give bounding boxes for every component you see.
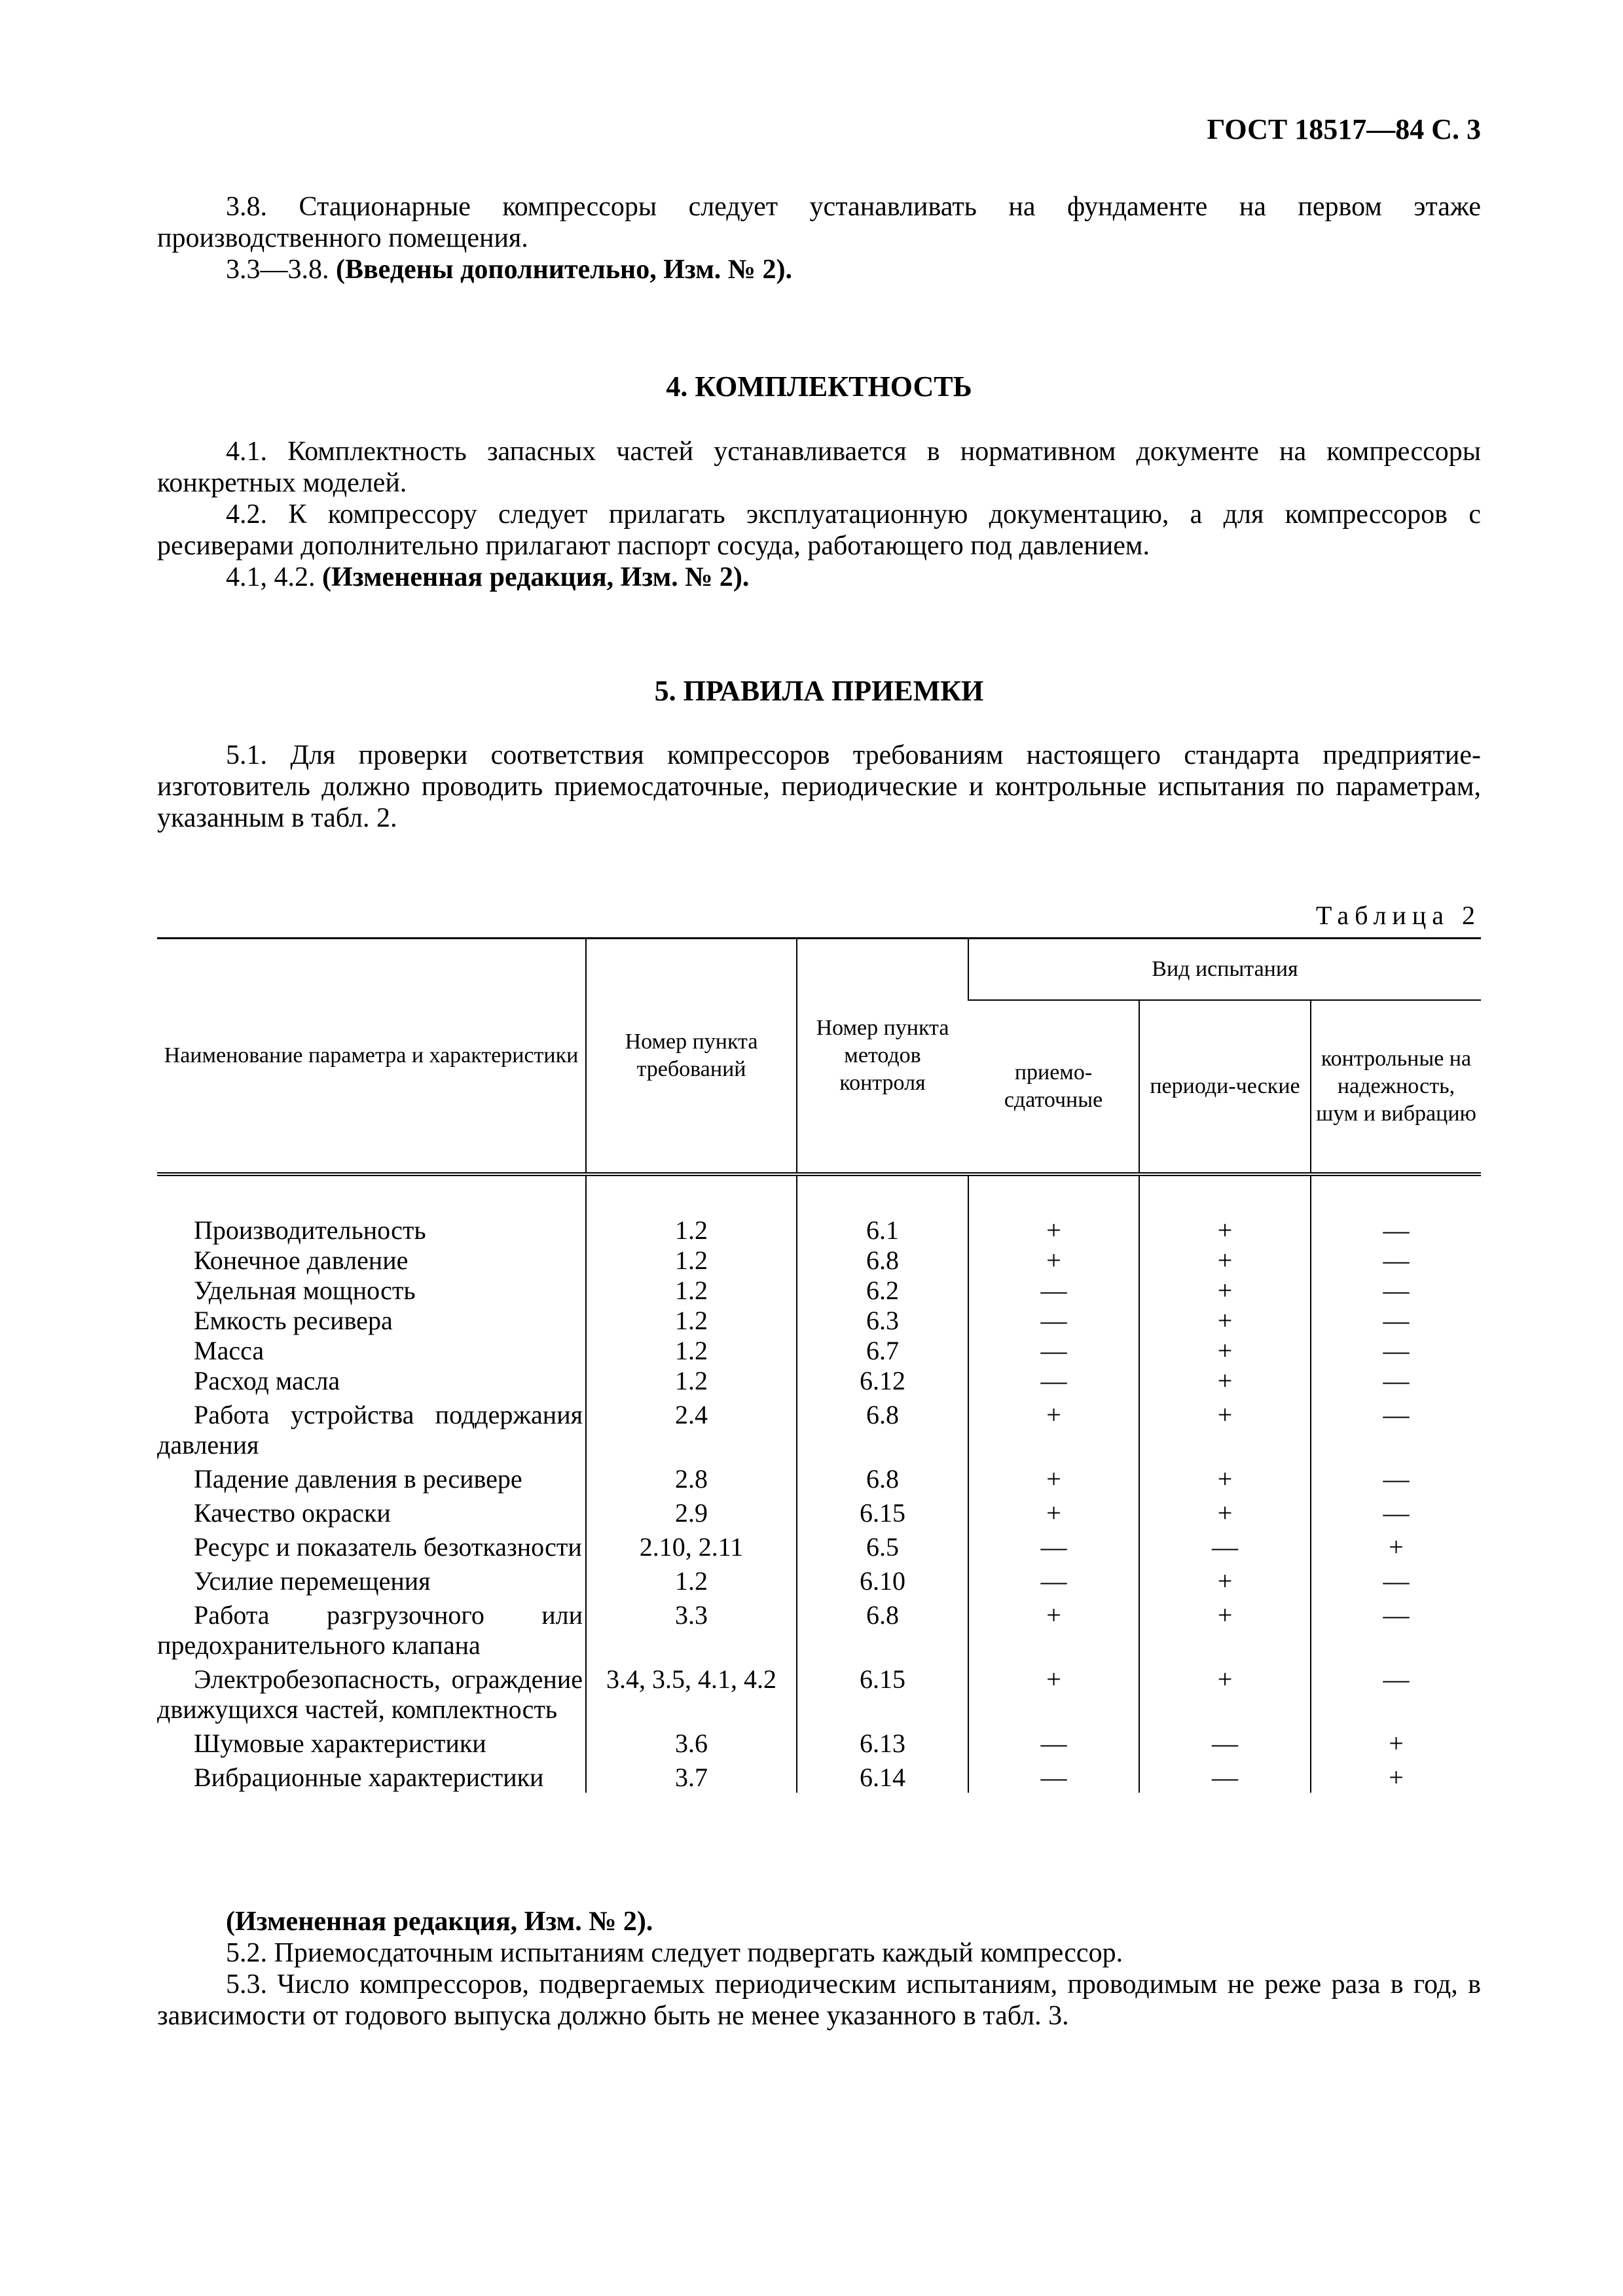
paragraph-3-8: 3.8. Стационарные компрессоры следует устанавливать на фундаменте на первом этаже производственного помещения. bbox=[157, 192, 1481, 253]
table-row: Вибрационные характеристики 3.7 6.14 — — + bbox=[157, 1759, 1481, 1793]
table-row: Качество окраски 2.9 6.15 + + — bbox=[157, 1494, 1481, 1528]
amendment-note-3-3-3-8: 3.3—3.8. (Введены дополнительно, Изм. № 2). bbox=[226, 255, 792, 285]
table-spacer-row bbox=[157, 1174, 1481, 1215]
table-row: Конечное давление 1.2 6.8 + + — bbox=[157, 1246, 1481, 1276]
section4-body bbox=[157, 436, 1481, 593]
page-header: ГОСТ 18517—84 С. 3 bbox=[1207, 113, 1481, 145]
header-method: Номер пункта методов контроля bbox=[797, 939, 968, 1175]
table-row: Ресурс и показатель безотказности 2.10, 2.11 6.5 — — + bbox=[157, 1528, 1481, 1562]
paragraph-4-1: 4.1. Комплектность запасных частей устанавливается в нормативном документе на компрессоры конкретных моделей. bbox=[157, 437, 1481, 498]
paragraph-5-2: 5.2. Приемосдаточным испытаниям следует подвергать каждый компрессор. bbox=[226, 1938, 1123, 1968]
table-row: Электробезопасность, ограждение движущихся частей, комплектность 3.4, 3.5, 4.1, 4.2 6.15 + + — bbox=[157, 1660, 1481, 1725]
header-test-group: Вид испытания bbox=[968, 939, 1481, 1001]
table-row: Падение давления в ресивере 2.8 6.8 + + — bbox=[157, 1460, 1481, 1494]
table-row: Удельная мощность 1.2 6.2 — + — bbox=[157, 1276, 1481, 1306]
table-row: Производительность 1.2 6.1 + + — bbox=[157, 1215, 1481, 1246]
after-table-text bbox=[157, 1906, 1481, 2032]
table-row: Работа разгрузочного или предохранительного клапана 3.3 6.8 + + — bbox=[157, 1596, 1481, 1660]
table-row: Масса 1.2 6.7 — + — bbox=[157, 1336, 1481, 1366]
header-periodic: периоди-ческие bbox=[1139, 1000, 1311, 1174]
header-control: контрольные на надежность, шум и вибрацию bbox=[1311, 1000, 1481, 1174]
paragraph-5-1: 5.1. Для проверки соответствия компрессоров требованиям настоящего стандарта предприятие-изготовитель должно проводить приемосдаточные, периодические и контрольные испытания по параметрам, указанным в табл. 2. bbox=[157, 740, 1481, 833]
table-row: Работа устройства поддержания давления 2.4 6.8 + + — bbox=[157, 1396, 1481, 1460]
section5-heading: 5. ПРАВИЛА ПРИЕМКИ bbox=[654, 675, 984, 707]
section5-body bbox=[157, 740, 1481, 834]
section3-tail bbox=[157, 191, 1481, 285]
paragraph-5-3: 5.3. Число компрессоров, подвергаемых периодическим испытаниям, проводимым не реже раза в год, в зависимости от годового выпуска должно быть не менее указанного в табл. 3. bbox=[157, 1969, 1481, 2031]
amendment-note-table: (Измененная редакция, Изм. № 2). bbox=[226, 1907, 653, 1937]
table-2 bbox=[157, 937, 1481, 1793]
section4-heading: 4. КОМПЛЕКТНОСТЬ bbox=[666, 370, 972, 403]
header-req: Номер пункта требований bbox=[586, 939, 797, 1175]
table-row: Расход масла 1.2 6.12 — + — bbox=[157, 1366, 1481, 1396]
table-row: Емкость ресивера 1.2 6.3 — + — bbox=[157, 1306, 1481, 1336]
table-row: Шумовые характеристики 3.6 6.13 — — + bbox=[157, 1725, 1481, 1759]
header-acceptance: приемо-сдаточные bbox=[968, 1000, 1139, 1174]
table-row: Усилие перемещения 1.2 6.10 — + — bbox=[157, 1562, 1481, 1596]
table-caption: Таблица 2 bbox=[1315, 901, 1481, 930]
header-param: Наименование параметра и характеристики bbox=[157, 939, 586, 1175]
amendment-note-4-1-4-2: 4.1, 4.2. (Измененная редакция, Изм. № 2). bbox=[226, 562, 750, 592]
paragraph-4-2: 4.2. К компрессору следует прилагать эксплуатационную документацию, а для компрессоров с ресиверами дополнительно прилагают паспорт сосуда, работающего под давлением. bbox=[157, 499, 1481, 561]
